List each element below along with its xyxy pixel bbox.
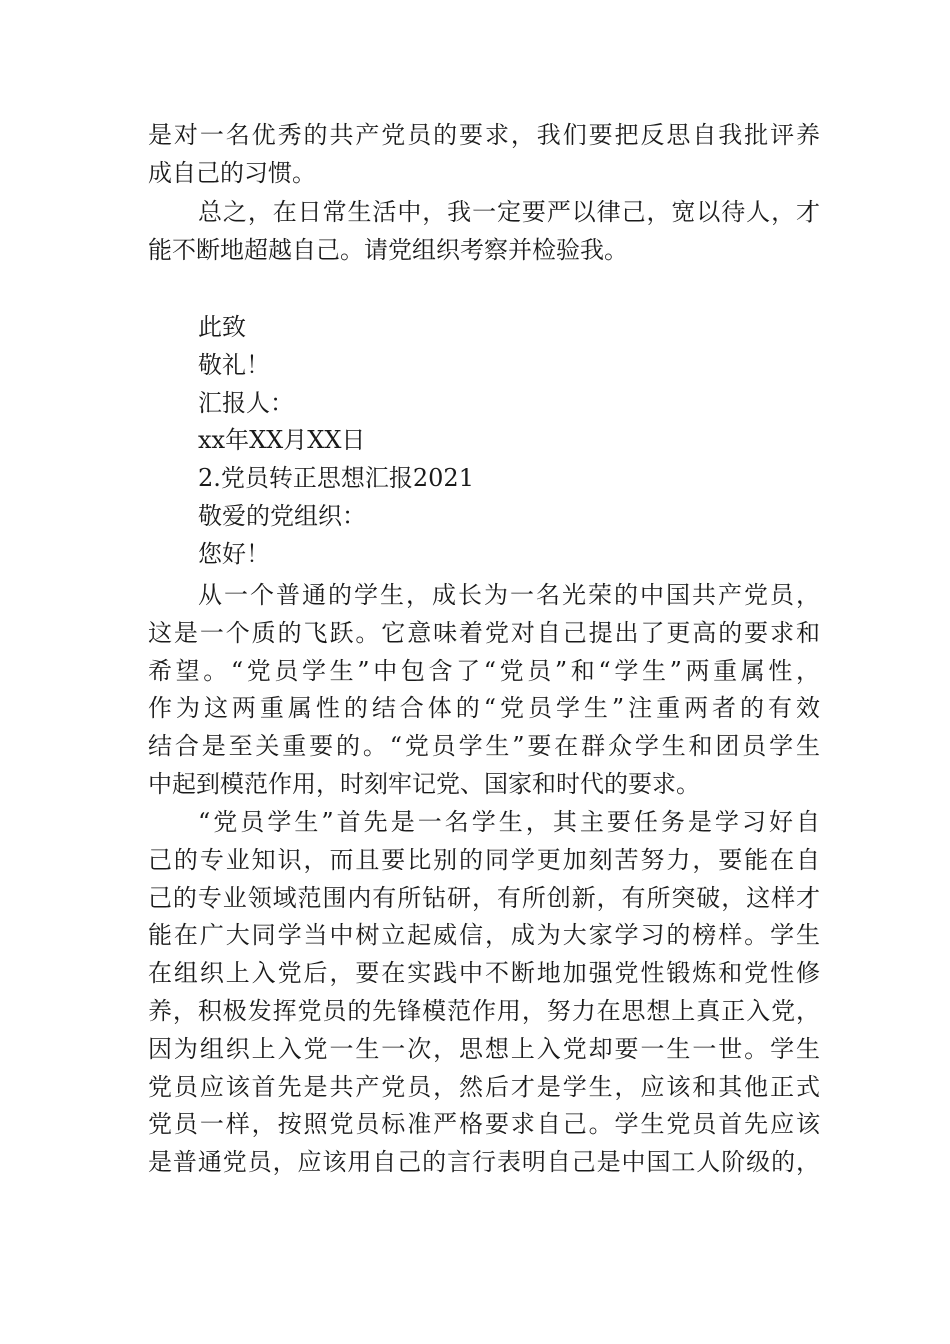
greeting-text: 您好！ xyxy=(198,539,270,568)
text-line: 能在广大同学当中树立起威信，成为大家学习的榜样。学生 xyxy=(148,921,820,950)
paragraph-1 xyxy=(148,577,820,804)
text-line: 党员一样，按照党员标准严格要求自己。学生党员首先应该 xyxy=(148,1110,820,1139)
text-line: 在组织上入党后，要在实践中不断地加强党性锻炼和党性修 xyxy=(148,959,820,988)
salute-text: 敬礼！ xyxy=(198,350,270,379)
text-line: 这是一个质的飞跃。它意味着党对自己提出了更高的要求和 xyxy=(148,618,820,647)
closing-text: 此致 xyxy=(198,313,246,341)
closing-block xyxy=(148,309,820,574)
text-line: 中起到模范作用，时刻牢记党、国家和时代的要求。 xyxy=(148,769,700,798)
text-line: 是普通党员，应该用自己的言行表明自己是中国工人阶级的， xyxy=(148,1148,820,1177)
text-line: “党员学生”首先是一名学生，其主要任务是学习好自 xyxy=(198,808,820,836)
text-line: 养，积极发挥党员的先锋模范作用，努力在思想上真正入党， xyxy=(148,996,820,1025)
text-line: 总之，在日常生活中，我一定要严以律己，宽以待人，才 xyxy=(198,198,820,226)
greeting-to: 敬爱的党组织： xyxy=(198,501,366,530)
text-line: 作为这两重属性的结合体的“党员学生”注重两者的有效 xyxy=(148,694,820,723)
paragraph-intro xyxy=(148,117,820,193)
text-line: 己的专业知识，而且要比别的同学更加刻苦努力，要能在自 xyxy=(148,845,820,874)
text-line: 希望。“党员学生”中包含了“党员”和“学生”两重属性， xyxy=(148,656,820,685)
text-line: 结合是至关重要的。“党员学生”要在群众学生和团员学生 xyxy=(148,732,820,761)
paragraph-2 xyxy=(148,804,820,1182)
text-line: 党员应该首先是共产党员，然后才是学生，应该和其他正式 xyxy=(148,1072,820,1101)
reporter-label: 汇报人： xyxy=(198,388,294,417)
text-line: 己的专业领域范围内有所钻研，有所创新，有所突破，这样才 xyxy=(148,883,820,912)
text-line: 成自己的习惯。 xyxy=(148,158,316,187)
report-date: xx年XX月XX日 xyxy=(198,426,366,455)
text-line: 因为组织上入党一生一次，思想上入党却要一生一世。学生 xyxy=(148,1034,820,1063)
text-line: 是对一名优秀的共产党员的要求，我们要把反思自我批评养 xyxy=(148,121,820,149)
paragraph-conclusion xyxy=(148,194,820,270)
text-line: 从一个普通的学生，成长为一名光荣的中国共产党员， xyxy=(198,581,820,609)
section-title: 2.党员转正思想汇报2021 xyxy=(198,464,474,493)
text-line: 能不断地超越自己。请党组织考察并检验我。 xyxy=(148,235,628,264)
